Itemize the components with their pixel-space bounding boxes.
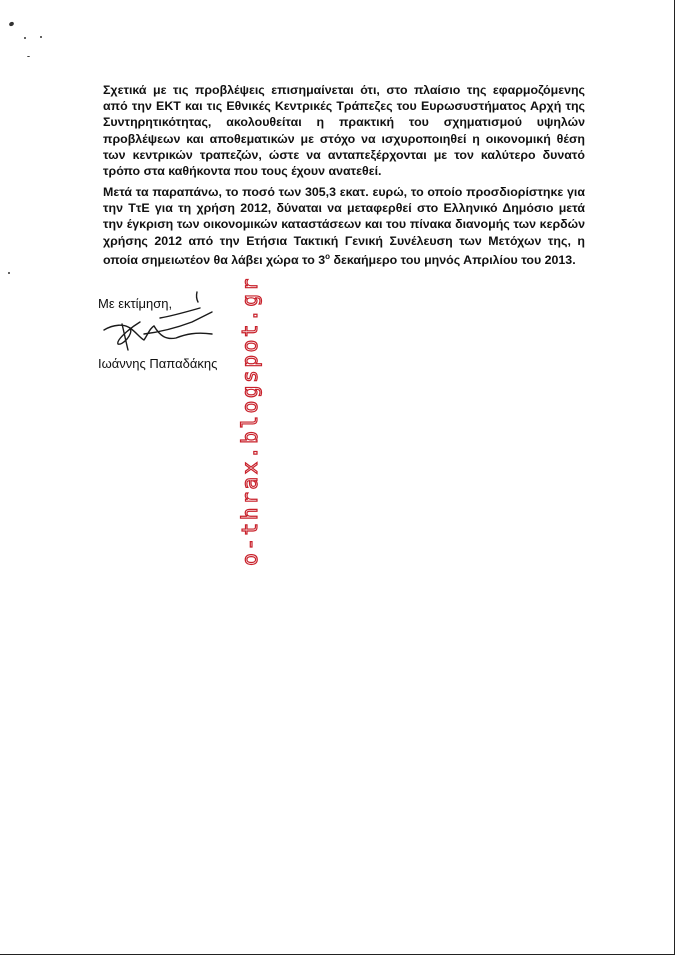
scan-speck: [8, 272, 10, 274]
ordinal-superscript: ο: [325, 251, 331, 261]
signer-name: Ιωάννης Παπαδάκης: [98, 356, 218, 371]
scan-speck: [40, 36, 42, 38]
body-paragraph-provisions: Σχετικά με τις προβλέψεις επισημαίνεται ότι, στο πλαίσιο της εφαρμοζόμενης από την ΕΚΤ και τις Εθνικές Κεντρικές Τράπεζες του Ευρωσυστήματος Αρχή της Συντηρητικότητας, ακολουθείται η πρακτική του σχηματισμού υψηλών προβλέψεων και αποθεματικών με στόχο να ισχυροποιηθεί η οικονομική θέση των κεντρικών τραπεζών, ώστε να ανταπεξέρχονται με τον καλύτερο δυνατό τρόπο στα καθήκοντα που τους έχουν ανατεθεί.: [103, 83, 585, 179]
blog-watermark: [236, 268, 264, 574]
paragraph-text: Μετά τα παραπάνω, το ποσό των 305,3 εκατ. ευρώ, το οποίο προσδιορίστηκε για την ΤτΕ για τη χρήση 2012, δύναται να μεταφερθεί στο Ελληνικό Δημόσιο μετά την έγκριση των οικονομικών καταστάσεων και του πίνακα διανομής των κερδών χρήσης 2012 από την Ετήσια Τακτική Γενική Συνέλευση των Μετόχων της, η οποία σημειωτέον θα λάβει χώρα το 3: [103, 185, 585, 267]
scan-speck: [24, 37, 26, 39]
closing-salutation: Με εκτίμηση,: [98, 296, 173, 311]
scan-speck: [27, 56, 30, 57]
watermark-text: o-thrax.blogspot.gr: [238, 276, 262, 566]
paragraph-text: δεκαήμερο του μηνός Απριλίου του 2013.: [330, 252, 576, 267]
body-paragraph-transfer: [103, 184, 585, 268]
handwritten-signature: [100, 288, 220, 356]
